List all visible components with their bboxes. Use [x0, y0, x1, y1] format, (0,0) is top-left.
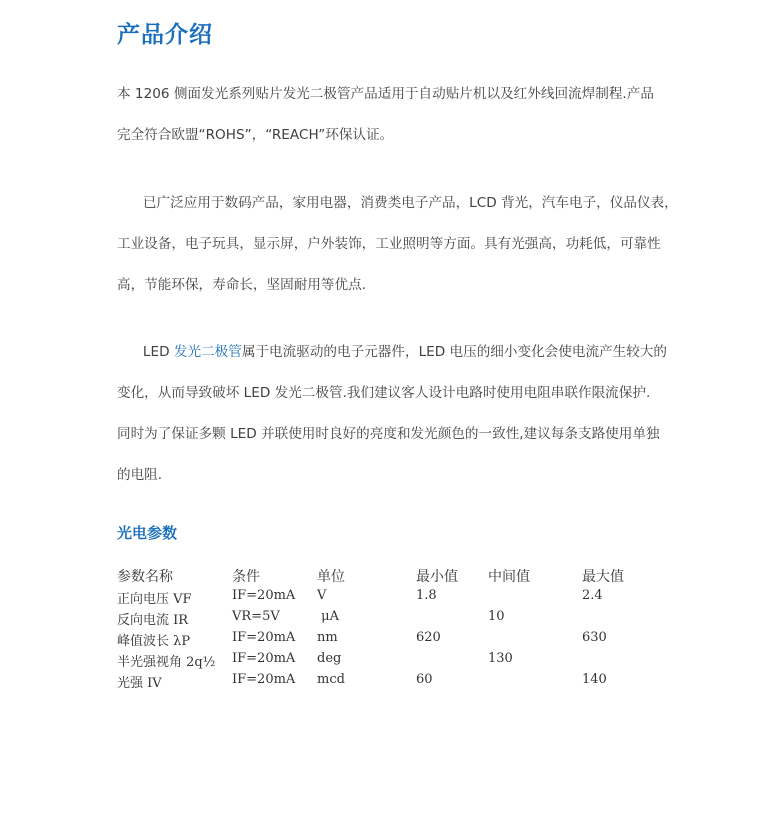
header-cell: 单位 — [317, 569, 345, 585]
table-cell: 半光强视角 2q½ — [117, 655, 216, 670]
table-cell: 130 — [488, 651, 513, 666]
table-cell: μA — [317, 609, 339, 624]
table-cell: 10 — [488, 609, 505, 624]
table-row — [117, 630, 657, 651]
table-cell: IF=20mA — [232, 672, 296, 687]
table-cell: 正向电压 VF — [117, 592, 192, 607]
table-cell: IF=20mA — [232, 651, 296, 666]
intro-paragraph — [117, 85, 682, 167]
table-cell: mcd — [317, 672, 345, 687]
table-cell: 620 — [416, 630, 441, 645]
application-line: 高，节能环保，寿命长，坚固耐用等优点. — [117, 277, 367, 293]
table-cell: 峰值波长 λP — [117, 634, 191, 649]
caution-line: 同时为了保证多颗 LED 并联使用时良好的亮度和发光颜色的一致性,建议每条支路使用单独 — [117, 426, 660, 442]
header-cell: 最大值 — [582, 569, 624, 585]
application-paragraph — [117, 194, 682, 317]
table-cell: V — [317, 588, 327, 603]
table-cell: nm — [317, 630, 338, 645]
table-cell: 60 — [416, 672, 433, 687]
header-cell: 条件 — [232, 569, 260, 585]
table-cell: 光强 IV — [117, 676, 162, 691]
table-cell: IF=20mA — [232, 630, 296, 645]
caution-line: 的电阻. — [117, 467, 163, 483]
section-title: 光电参数 — [117, 524, 178, 542]
application-line: 已广泛应用于数码产品，家用电器，消费类电子产品，LCD 背光，汽车电子，仪品仪表， — [117, 195, 678, 211]
table-cell: VR=5V — [232, 609, 280, 624]
table-header — [117, 566, 657, 588]
caution-line — [117, 343, 682, 384]
table-cell: 1.8 — [416, 588, 437, 603]
caution-line: 变化，从而导致破坏 LED 发光二极管.我们建议客人设计电路时使用电阻串联作限流保护. — [117, 385, 651, 401]
caution-prefix: LED — [117, 344, 174, 360]
intro-line: 本 1206 侧面发光系列贴片发光二极管产品适用于自动贴片机以及红外线回流焊制程.产品 — [117, 86, 654, 102]
caution-paragraph — [117, 343, 682, 507]
table-row — [117, 609, 657, 630]
table-cell: 140 — [582, 672, 607, 687]
spec-table — [117, 566, 657, 693]
caution-suffix: 属于电流驱动的电子元器件，LED 电压的细小变化会使电流产生较大的 — [241, 344, 668, 360]
led-link[interactable]: 发光二极管 — [173, 344, 242, 360]
table-cell: 反向电流 IR — [117, 613, 189, 628]
table-row — [117, 651, 657, 672]
header-cell: 参数名称 — [117, 569, 173, 585]
table-cell: 2.4 — [582, 588, 603, 603]
table-cell: 630 — [582, 630, 607, 645]
page-title: 产品介绍 — [117, 22, 213, 48]
table-row — [117, 588, 657, 609]
header-cell: 最小值 — [416, 569, 458, 585]
table-cell: IF=20mA — [232, 588, 296, 603]
table-row — [117, 672, 657, 693]
table-cell: deg — [317, 651, 342, 666]
intro-line: 完全符合欧盟“ROHS”，“REACH”环保认证。 — [117, 127, 394, 143]
application-line: 工业设备，电子玩具，显示屏，户外装饰，工业照明等方面。具有光强高，功耗低，可靠性 — [117, 236, 661, 252]
header-cell: 中间值 — [488, 569, 530, 585]
